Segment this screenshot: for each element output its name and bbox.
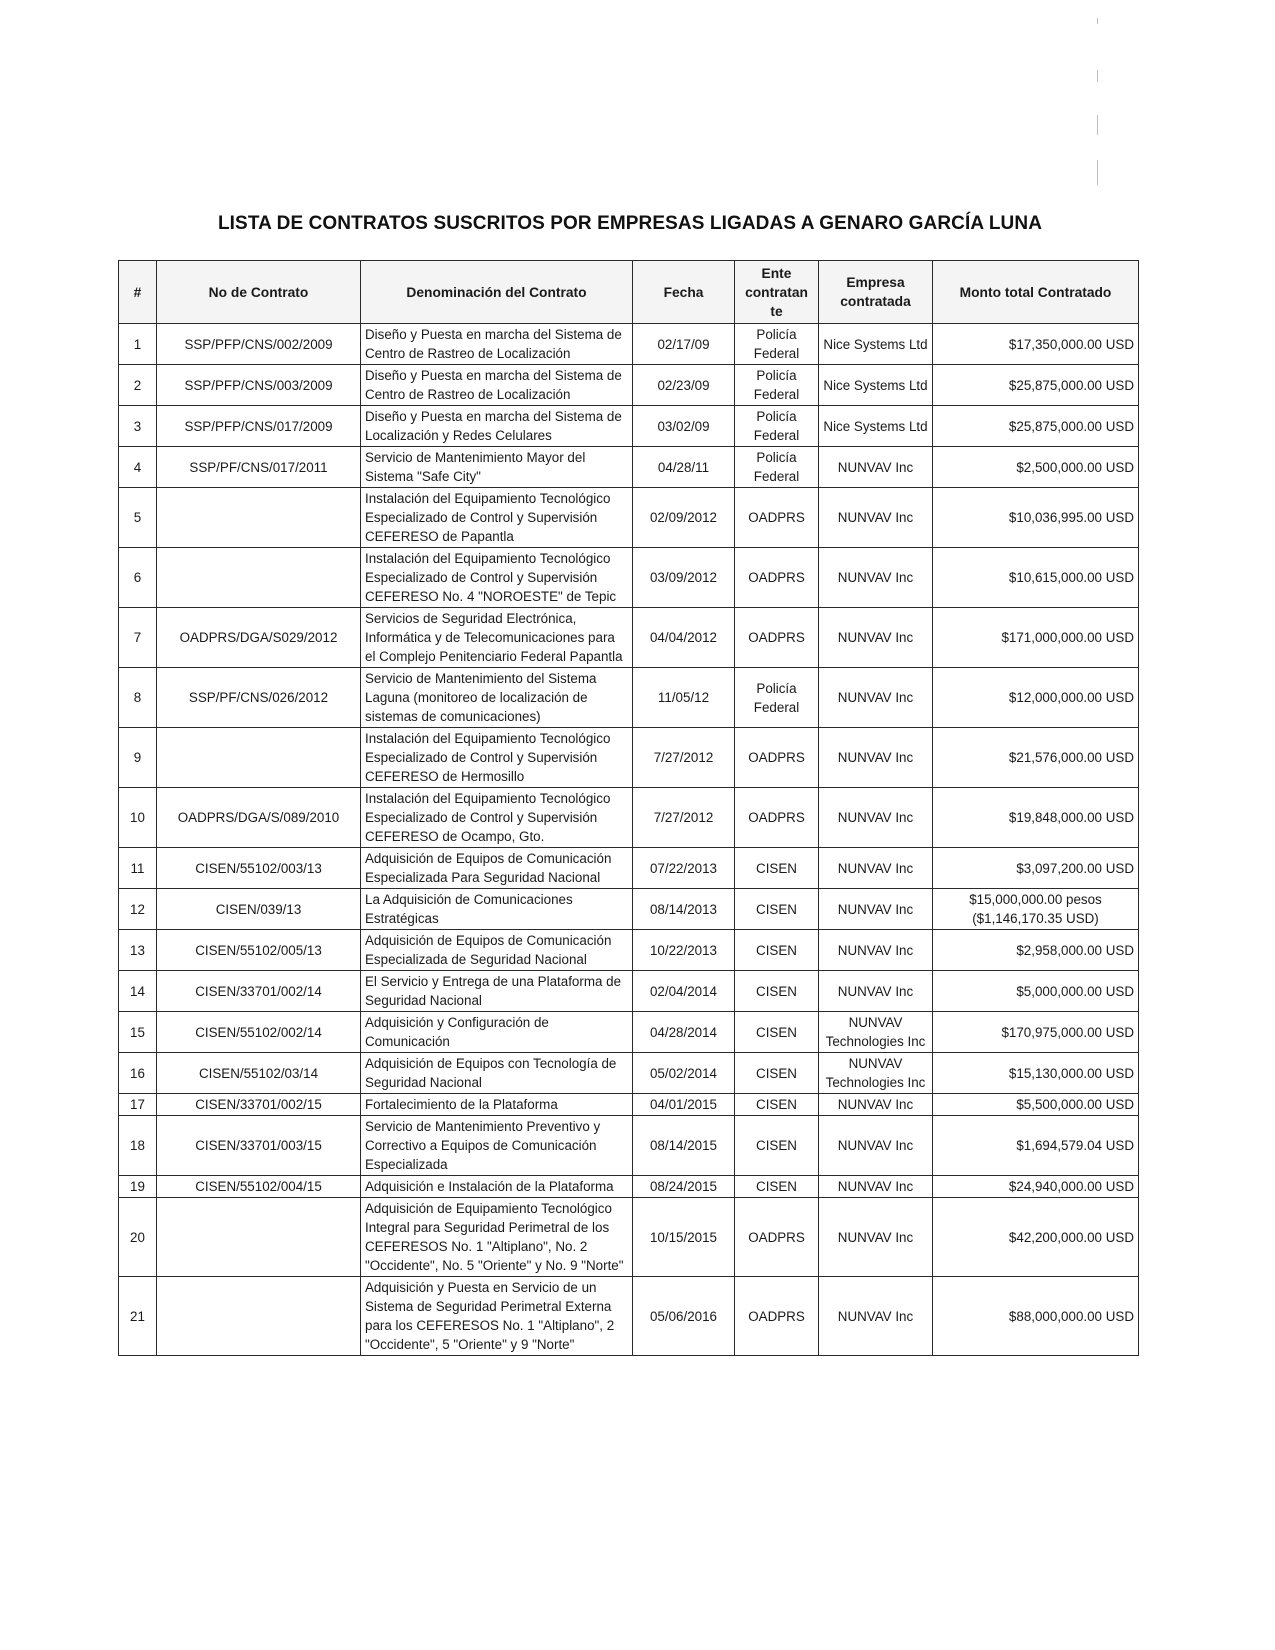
table-row xyxy=(119,365,1139,406)
contract-number-cell: SSP/PFP/CNS/017/2009 xyxy=(157,406,361,447)
contract-description-cell: Diseño y Puesta en marcha del Sistema de Centro de Rastreo de Localización xyxy=(361,324,633,365)
contracting-entity-cell: CISEN xyxy=(735,1116,819,1176)
contract-number-cell: CISEN/55102/004/15 xyxy=(157,1176,361,1198)
row-number-cell: 14 xyxy=(119,971,157,1012)
contract-description-cell: Adquisición de Equipamiento Tecnológico Integral para Seguridad Perimetral de los CEFERESOS No. 1 "Altiplano", No. 2 "Occidente", No. 5 "Oriente" y No. 9 "Norte" xyxy=(361,1198,633,1277)
contract-number-cell: CISEN/039/13 xyxy=(157,889,361,930)
scan-artifact xyxy=(1097,18,1098,24)
contracted-company-cell: NUNVAV Inc xyxy=(819,447,933,488)
contract-amount-cell: $12,000,000.00 USD xyxy=(933,668,1139,728)
contract-date-cell: 02/23/09 xyxy=(633,365,735,406)
table-row xyxy=(119,1094,1139,1116)
row-number-cell: 5 xyxy=(119,488,157,548)
contract-date-cell: 11/05/12 xyxy=(633,668,735,728)
contract-date-cell: 08/24/2015 xyxy=(633,1176,735,1198)
contract-date-cell: 7/27/2012 xyxy=(633,788,735,848)
row-number-cell: 7 xyxy=(119,608,157,668)
contracting-entity-cell: OADPRS xyxy=(735,1198,819,1277)
contract-number-cell: CISEN/33701/003/15 xyxy=(157,1116,361,1176)
contract-description-cell: Servicio de Mantenimiento Mayor del Sistema "Safe City" xyxy=(361,447,633,488)
contract-description-cell: Adquisición e Instalación de la Plataforma xyxy=(361,1176,633,1198)
contract-description-cell: Instalación del Equipamiento Tecnológico Especializado de Control y Supervisión CEFERESO de Hermosillo xyxy=(361,728,633,788)
row-number-cell: 4 xyxy=(119,447,157,488)
contracted-company-cell: NUNVAV Inc xyxy=(819,1198,933,1277)
contracting-entity-cell: CISEN xyxy=(735,1094,819,1116)
contracting-entity-cell: CISEN xyxy=(735,889,819,930)
contract-amount-cell: $88,000,000.00 USD xyxy=(933,1277,1139,1356)
contracted-company-cell: Nice Systems Ltd xyxy=(819,406,933,447)
table-row xyxy=(119,488,1139,548)
contracted-company-cell: NUNVAV Technologies Inc xyxy=(819,1053,933,1094)
row-number-cell: 12 xyxy=(119,889,157,930)
scan-artifact xyxy=(1097,115,1098,135)
contracting-entity-cell: Policía Federal xyxy=(735,365,819,406)
contracted-company-cell: NUNVAV Inc xyxy=(819,848,933,889)
table-row xyxy=(119,1277,1139,1356)
contracting-entity-cell: Policía Federal xyxy=(735,447,819,488)
contract-amount-cell: $170,975,000.00 USD xyxy=(933,1012,1139,1053)
contract-amount-cell: $15,130,000.00 USD xyxy=(933,1053,1139,1094)
contracting-entity-cell: OADPRS xyxy=(735,548,819,608)
document-title: LISTA DE CONTRATOS SUSCRITOS POR EMPRESAS LIGADAS A GENARO GARCÍA LUNA xyxy=(217,213,1043,234)
contract-amount-cell: $24,940,000.00 USD xyxy=(933,1176,1139,1198)
contract-description-cell: Servicio de Mantenimiento del Sistema Laguna (monitoreo de localización de sistemas de comunicaciones) xyxy=(361,668,633,728)
table-row xyxy=(119,889,1139,930)
contracted-company-cell: NUNVAV Inc xyxy=(819,728,933,788)
contract-amount-cell: $5,500,000.00 USD xyxy=(933,1094,1139,1116)
row-number-cell: 6 xyxy=(119,548,157,608)
contracted-company-cell: NUNVAV Inc xyxy=(819,488,933,548)
row-number-cell: 1 xyxy=(119,324,157,365)
contract-amount-cell: $2,958,000.00 USD xyxy=(933,930,1139,971)
table-row xyxy=(119,447,1139,488)
scan-artifact xyxy=(1097,70,1098,82)
contract-number-cell: CISEN/55102/005/13 xyxy=(157,930,361,971)
contract-amount-cell: $25,875,000.00 USD xyxy=(933,365,1139,406)
contracting-entity-cell: OADPRS xyxy=(735,728,819,788)
contracting-entity-cell: Policía Federal xyxy=(735,668,819,728)
table-row xyxy=(119,668,1139,728)
row-number-cell: 13 xyxy=(119,930,157,971)
contract-description-cell: Adquisición de Equipos de Comunicación Especializada de Seguridad Nacional xyxy=(361,930,633,971)
contract-number-cell: CISEN/55102/003/13 xyxy=(157,848,361,889)
row-number-cell: 2 xyxy=(119,365,157,406)
contracting-entity-cell: OADPRS xyxy=(735,488,819,548)
table-row xyxy=(119,548,1139,608)
table-row xyxy=(119,1198,1139,1277)
contract-amount-cell: $42,200,000.00 USD xyxy=(933,1198,1139,1277)
contracting-entity-cell: Policía Federal xyxy=(735,406,819,447)
contracting-entity-cell: CISEN xyxy=(735,971,819,1012)
contract-amount-cell: $15,000,000.00 pesos ($1,146,170.35 USD) xyxy=(933,889,1139,930)
contract-number-cell xyxy=(157,488,361,548)
contract-number-cell xyxy=(157,728,361,788)
contract-date-cell: 02/04/2014 xyxy=(633,971,735,1012)
contract-date-cell: 02/09/2012 xyxy=(633,488,735,548)
contract-amount-cell: $10,615,000.00 USD xyxy=(933,548,1139,608)
header-contracting-entity: Ente contratan te xyxy=(735,261,819,324)
table-row xyxy=(119,971,1139,1012)
contract-number-cell: CISEN/33701/002/14 xyxy=(157,971,361,1012)
header-contracted-company: Empresa contratada xyxy=(819,261,933,324)
contract-description-cell: Diseño y Puesta en marcha del Sistema de Centro de Rastreo de Localización xyxy=(361,365,633,406)
contract-date-cell: 05/06/2016 xyxy=(633,1277,735,1356)
contracted-company-cell: NUNVAV Technologies Inc xyxy=(819,1012,933,1053)
contract-amount-cell: $1,694,579.04 USD xyxy=(933,1116,1139,1176)
row-number-cell: 19 xyxy=(119,1176,157,1198)
contract-date-cell: 7/27/2012 xyxy=(633,728,735,788)
contract-amount-cell: $3,097,200.00 USD xyxy=(933,848,1139,889)
contract-description-cell: El Servicio y Entrega de una Plataforma de Seguridad Nacional xyxy=(361,971,633,1012)
contract-description-cell: Instalación del Equipamiento Tecnológico Especializado de Control y Supervisión CEFERESO No. 4 "NOROESTE" de Tepic xyxy=(361,548,633,608)
contracted-company-cell: NUNVAV Inc xyxy=(819,548,933,608)
contracted-company-cell: NUNVAV Inc xyxy=(819,608,933,668)
contract-number-cell: CISEN/55102/03/14 xyxy=(157,1053,361,1094)
contract-number-cell xyxy=(157,1277,361,1356)
contract-date-cell: 10/22/2013 xyxy=(633,930,735,971)
contract-description-cell: Servicio de Mantenimiento Preventivo y Correctivo a Equipos de Comunicación Especializada xyxy=(361,1116,633,1176)
contracting-entity-cell: Policía Federal xyxy=(735,324,819,365)
contract-date-cell: 07/22/2013 xyxy=(633,848,735,889)
contracted-company-cell: NUNVAV Inc xyxy=(819,1116,933,1176)
row-number-cell: 15 xyxy=(119,1012,157,1053)
contract-date-cell: 03/02/09 xyxy=(633,406,735,447)
table-row xyxy=(119,1116,1139,1176)
contract-number-cell xyxy=(157,548,361,608)
contract-description-cell: La Adquisición de Comunicaciones Estratégicas xyxy=(361,889,633,930)
row-number-cell: 3 xyxy=(119,406,157,447)
contract-date-cell: 04/28/11 xyxy=(633,447,735,488)
contract-number-cell: CISEN/55102/002/14 xyxy=(157,1012,361,1053)
table-row xyxy=(119,608,1139,668)
contract-description-cell: Adquisición y Puesta en Servicio de un Sistema de Seguridad Perimetral Externa para los CEFERESOS No. 1 "Altiplano", 2 "Occidente", 5 "Oriente" y 9 "Norte" xyxy=(361,1277,633,1356)
header-total-amount: Monto total Contratado xyxy=(933,261,1139,324)
row-number-cell: 8 xyxy=(119,668,157,728)
contracting-entity-cell: CISEN xyxy=(735,1053,819,1094)
contract-date-cell: 04/04/2012 xyxy=(633,608,735,668)
contracted-company-cell: NUNVAV Inc xyxy=(819,1176,933,1198)
contract-date-cell: 05/02/2014 xyxy=(633,1053,735,1094)
contracted-company-cell: NUNVAV Inc xyxy=(819,930,933,971)
contracted-company-cell: NUNVAV Inc xyxy=(819,889,933,930)
table-row xyxy=(119,728,1139,788)
table-row xyxy=(119,406,1139,447)
contract-description-cell: Adquisición de Equipos con Tecnología de Seguridad Nacional xyxy=(361,1053,633,1094)
contract-number-cell: SSP/PF/CNS/017/2011 xyxy=(157,447,361,488)
contracting-entity-cell: OADPRS xyxy=(735,1277,819,1356)
contracted-company-cell: Nice Systems Ltd xyxy=(819,324,933,365)
contract-amount-cell: $2,500,000.00 USD xyxy=(933,447,1139,488)
contract-description-cell: Servicios de Seguridad Electrónica, Informática y de Telecomunicaciones para el Complejo Penitenciario Federal Papantla xyxy=(361,608,633,668)
table-row xyxy=(119,1012,1139,1053)
contracts-table xyxy=(118,260,1139,1356)
contract-amount-cell: $5,000,000.00 USD xyxy=(933,971,1139,1012)
row-number-cell: 20 xyxy=(119,1198,157,1277)
table-body xyxy=(119,324,1139,1356)
contract-description-cell: Fortalecimiento de la Plataforma xyxy=(361,1094,633,1116)
contracted-company-cell: NUNVAV Inc xyxy=(819,1094,933,1116)
table-row xyxy=(119,324,1139,365)
contracted-company-cell: NUNVAV Inc xyxy=(819,1277,933,1356)
contract-date-cell: 02/17/09 xyxy=(633,324,735,365)
contract-number-cell: CISEN/33701/002/15 xyxy=(157,1094,361,1116)
contract-number-cell: SSP/PFP/CNS/002/2009 xyxy=(157,324,361,365)
contract-number-cell: OADPRS/DGA/S/089/2010 xyxy=(157,788,361,848)
contract-amount-cell: $10,036,995.00 USD xyxy=(933,488,1139,548)
contract-description-cell: Adquisición y Configuración de Comunicación xyxy=(361,1012,633,1053)
table-row xyxy=(119,930,1139,971)
contract-description-cell: Instalación del Equipamiento Tecnológico Especializado de Control y Supervisión CEFERESO de Papantla xyxy=(361,488,633,548)
row-number-cell: 10 xyxy=(119,788,157,848)
contracted-company-cell: NUNVAV Inc xyxy=(819,971,933,1012)
contract-amount-cell: $171,000,000.00 USD xyxy=(933,608,1139,668)
contract-date-cell: 08/14/2013 xyxy=(633,889,735,930)
contract-number-cell: SSP/PF/CNS/026/2012 xyxy=(157,668,361,728)
row-number-cell: 11 xyxy=(119,848,157,889)
contracting-entity-cell: OADPRS xyxy=(735,788,819,848)
contracted-company-cell: NUNVAV Inc xyxy=(819,668,933,728)
contract-date-cell: 04/28/2014 xyxy=(633,1012,735,1053)
row-number-cell: 18 xyxy=(119,1116,157,1176)
contract-amount-cell: $19,848,000.00 USD xyxy=(933,788,1139,848)
contract-number-cell: SSP/PFP/CNS/003/2009 xyxy=(157,365,361,406)
scan-artifact xyxy=(1097,160,1098,185)
contracting-entity-cell: CISEN xyxy=(735,1176,819,1198)
contract-date-cell: 10/15/2015 xyxy=(633,1198,735,1277)
contract-date-cell: 03/09/2012 xyxy=(633,548,735,608)
table-row xyxy=(119,1053,1139,1094)
contract-date-cell: 04/01/2015 xyxy=(633,1094,735,1116)
table-row xyxy=(119,1176,1139,1198)
table-row xyxy=(119,788,1139,848)
contract-number-cell xyxy=(157,1198,361,1277)
contracted-company-cell: NUNVAV Inc xyxy=(819,788,933,848)
contract-amount-cell: $25,875,000.00 USD xyxy=(933,406,1139,447)
contract-amount-cell: $17,350,000.00 USD xyxy=(933,324,1139,365)
contracting-entity-cell: CISEN xyxy=(735,848,819,889)
contracting-entity-cell: OADPRS xyxy=(735,608,819,668)
table-header-row xyxy=(119,261,1139,324)
header-contract-description: Denominación del Contrato xyxy=(361,261,633,324)
contract-description-cell: Instalación del Equipamiento Tecnológico Especializado de Control y Supervisión CEFERESO de Ocampo, Gto. xyxy=(361,788,633,848)
row-number-cell: 9 xyxy=(119,728,157,788)
table-row xyxy=(119,848,1139,889)
header-date: Fecha xyxy=(633,261,735,324)
contracting-entity-cell: CISEN xyxy=(735,930,819,971)
contracting-entity-cell: CISEN xyxy=(735,1012,819,1053)
row-number-cell: 16 xyxy=(119,1053,157,1094)
contract-description-cell: Diseño y Puesta en marcha del Sistema de Localización y Redes Celulares xyxy=(361,406,633,447)
contract-amount-cell: $21,576,000.00 USD xyxy=(933,728,1139,788)
header-num: # xyxy=(119,261,157,324)
contract-number-cell: OADPRS/DGA/S029/2012 xyxy=(157,608,361,668)
contracted-company-cell: Nice Systems Ltd xyxy=(819,365,933,406)
row-number-cell: 21 xyxy=(119,1277,157,1356)
header-contract-number: No de Contrato xyxy=(157,261,361,324)
row-number-cell: 17 xyxy=(119,1094,157,1116)
contract-date-cell: 08/14/2015 xyxy=(633,1116,735,1176)
contract-description-cell: Adquisición de Equipos de Comunicación Especializada Para Seguridad Nacional xyxy=(361,848,633,889)
